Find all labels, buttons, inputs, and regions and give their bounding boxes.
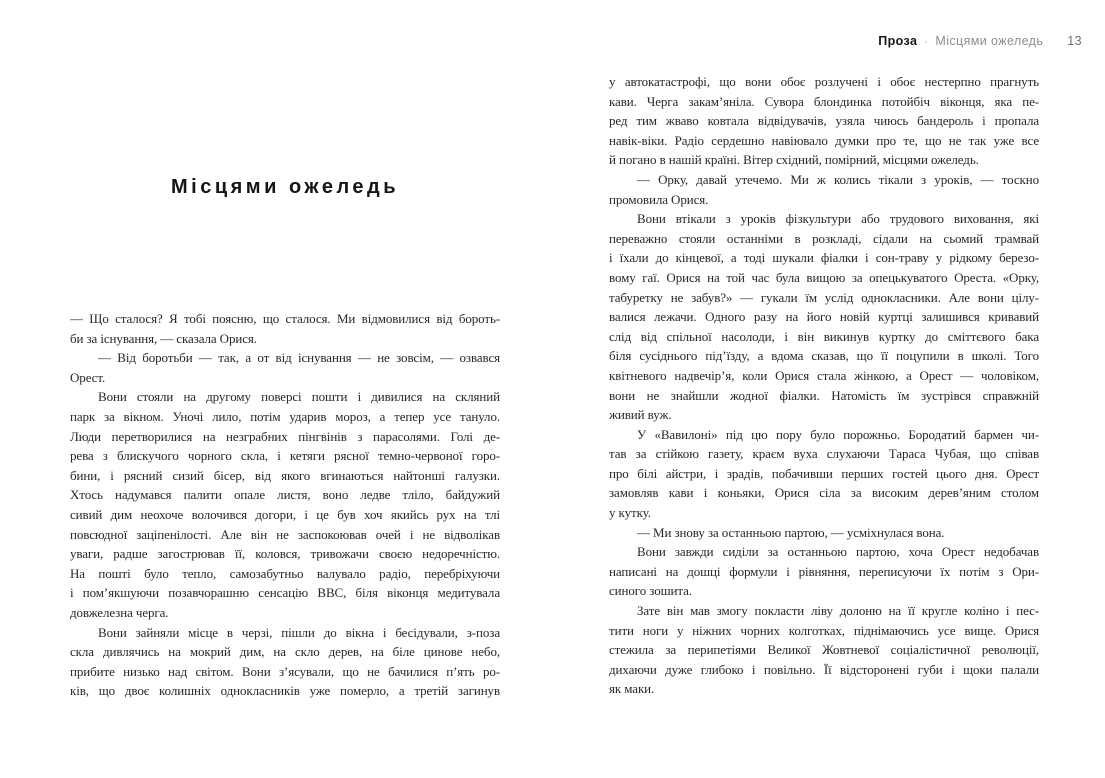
text-line: тав за стійкою газету, краєм вуха слухаючи Тараса Чубая, що співав [609,446,1039,462]
text-line: живий вуж. [609,407,672,423]
text-line: бини, і рясний сизий бісер, від якого вгинаються найтонші галузки. [70,467,500,483]
text-line: написані на дошці формули і рівняння, переписуючи їх потім з Ори- [609,563,1039,579]
text-line: Вони стояли на другому поверсі пошти і дивилися на скляний [98,389,500,405]
text-line: і пом’якшуючи позавчорашню сенсацію ВВС, біля віконця медитувала [70,585,500,601]
text-line: Люди перетворилися на незграбних пінгвінів з парасолями. Голі де- [70,428,500,444]
text-line: слід від спільної насолоди, і він викинув куртку до сміттєвого бака [609,328,1039,344]
text-line: уваги, радше загострював її, коловся, тривожачи своєю недоречністю. [70,546,500,562]
text-line: і їхали до кінцевої, а тоді шукали фіалки і сон-траву у рідкому березо- [609,250,1039,266]
text-line: стежила за перипетіями Великої Жовтневої соціалістичної революції, [609,642,1039,658]
text-line: рева з блискучого чорного скла, і кетяги рясної темно-червоної горо- [70,448,500,464]
text-line: про білі айстри, і зрадів, побачивши перших гостей цього дня. Орест [609,465,1039,481]
text-line: Вони завжди сиділи за останньою партою, хоча Орест недобачав [637,544,1039,560]
text-line: повсюдної заціпенілості. Але він не заспокоював очей і не відволікав [70,526,500,542]
text-line: переважно стояли останніми в розкладі, сідали на сьомий трамвай [609,230,1039,246]
text-line: — Ми знову за останньою партою, — усміхнулася вона. [637,524,945,540]
text-line: кави. Черга закам’яніла. Сувора блондинка потойбіч віконця, яка пе- [609,93,1039,109]
separator-dot: · [924,36,929,48]
text-line: прибите низько над світом. Вони з’ясували, що не бачилися п’ять ро- [70,663,500,679]
text-line: вому гаї. Орися на той час була вищою за опецькуватого Ореста. «Орку, [609,269,1039,285]
text-line: валися лежачи. Одного разу на його новій куртці залишився кривавий [609,309,1039,325]
text-line: замовляв кави і коньяки, Орися сіла за високим дерев’яним столом [609,485,1039,501]
text-line: табуретку не забув?» — гукали їм услід однокласники. Але вони цілу- [609,289,1039,305]
text-line: У «Вавилоні» під цю пору було порожньо. Бородатий бармен чи- [637,426,1039,442]
text-line: тити ноги у ніжних чорних колготках, піднімаючись усе вище. Орися [609,622,1039,638]
text-line: у автокатастрофі, що вони обоє розлучені і обоє нестерпно прагнуть [609,74,1039,89]
text-line: ред тим жваво ковтала відвідувачів, узяла чиюсь бандероль і пропала [609,113,1039,129]
text-line: — Орку, давай утечемо. Ми ж колись тікали з уроків, — тоскно [637,171,1039,187]
text-line: Зате він мав змогу покласти ліву долоню на її кругле коліно і пес- [637,603,1039,619]
text-line: біля сусіднього під’їзду, а вдома сказав, що її поцупили в школі. Того [609,348,1039,364]
text-line: квітневого надвечір’я, коли Орися стала жінкою, а Орест — чоловіком, [609,367,1039,383]
running-head-section: Проза [878,34,918,48]
text-line: би за існування, — сказала Орися. [70,330,257,346]
text-line: у кутку. [609,505,651,521]
text-line: скла дивлячись на мокрий дим, на скло дерев, на біле цинове небо, [70,644,500,660]
text-line: Орест. [70,369,106,385]
text-line: — Що сталося? Я тобі поясню, що сталося. Ми відмовилися від бороть- [70,311,500,326]
text-line: синого зошита. [609,583,692,599]
text-line: — Від боротьби — так, а от від існування — не зовсім, — озвався [98,350,500,366]
text-line: парк за вікном. Уночі лило, потім ударив мороз, а тепер усе тануло. [70,408,500,424]
text-line: вони не знайшли жодної фіалки. Натомість їм зустрівся справжній [609,387,1039,403]
page-number: 13 [1067,34,1082,48]
text-line: Вони зайняли місце в черзі, пішли до вікна і бесідували, з-поза [98,624,500,640]
text-line: навік-віки. Радіо сердешно навіювало думки про те, що не так уже все [609,132,1039,148]
running-head [878,34,1082,48]
running-head-title: Місцями ожеледь [935,34,1044,48]
text-line: Вони втікали з уроків фізкультури або трудового виховання, які [637,211,1039,227]
text-line: сивий дим неохоче волочився догори, і це був хоч якийсь рух на тлі [70,506,500,522]
text-line: На пошті було тепло, самозабутньо валувало радіо, перебріхуючи [70,565,500,581]
text-line: й погано в нашій країні. Вітер східний, помірний, місцями ожеледь. [609,152,979,168]
text-line: Хтось надумався палити опале листя, воно ледве тліло, байдужий [70,487,500,503]
left-page-text [70,309,500,701]
text-line: як маки. [609,681,655,697]
text-line: дихаючи дуже глибоко і повільно. Її відсторонені губи і щоки палали [609,661,1039,677]
text-line: ків, що двоє колишніх однокласників уже померло, а третій загинув [70,683,500,699]
text-line: довжелезна черга. [70,604,169,620]
story-title: Місцями ожеледь [171,176,399,198]
right-page-text [609,72,1039,699]
text-line: промовила Орися. [609,191,709,207]
